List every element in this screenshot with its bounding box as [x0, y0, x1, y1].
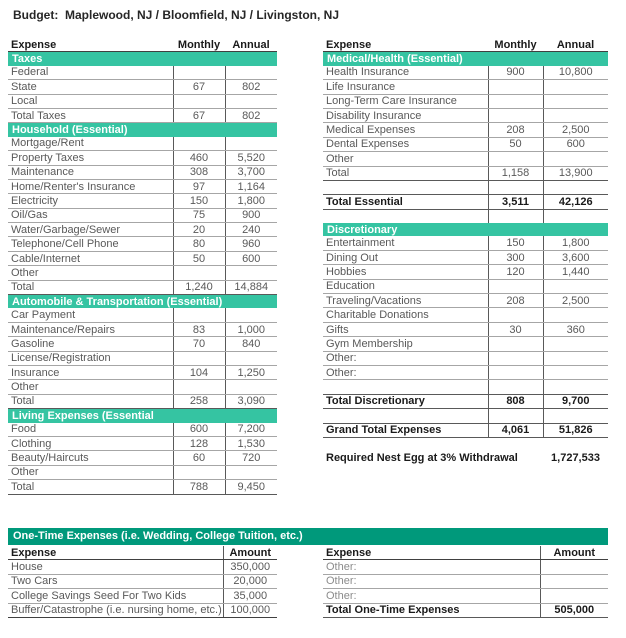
- table-row: [8, 546, 277, 560]
- monthly-cell: 208: [488, 123, 543, 137]
- expense-cell: Long-Term Care Insurance: [323, 94, 488, 108]
- monthly-cell: 50: [173, 251, 225, 265]
- annual-cell: [225, 66, 277, 80]
- annual-cell: 1,800: [225, 194, 277, 208]
- table-row: [323, 603, 608, 617]
- monthly-cell: [488, 380, 543, 394]
- monthly-cell: 120: [488, 265, 543, 279]
- table-row: [8, 38, 277, 52]
- section-title: Discretionary: [323, 223, 608, 236]
- expense-cell: Clothing: [8, 436, 173, 450]
- table-row: [8, 603, 277, 617]
- table-row: [8, 589, 277, 603]
- table-row: [323, 123, 608, 137]
- table-row: [323, 94, 608, 108]
- expense-cell: Other: [8, 380, 173, 394]
- expense-cell: Gifts: [323, 322, 488, 336]
- annual-cell: 1,530: [225, 436, 277, 450]
- table-row: [323, 589, 608, 603]
- expense-cell: [323, 409, 488, 423]
- monthly-cell: [488, 209, 543, 223]
- annual-cell: [225, 137, 277, 151]
- monthly-cell: 258: [173, 394, 225, 408]
- monthly-cell: 67: [173, 80, 225, 94]
- expense-cell: Car Payment: [8, 308, 173, 322]
- section-header-row: [8, 123, 277, 137]
- expense-cell: Mortgage/Rent: [8, 137, 173, 151]
- monthly-cell: 1,240: [173, 280, 225, 294]
- annual-cell: 600: [543, 137, 608, 151]
- annual-cell: [543, 80, 608, 94]
- monthly-cell: [488, 94, 543, 108]
- table-row: [323, 279, 608, 293]
- table-row: [8, 560, 277, 574]
- expense-cell: Two Cars: [8, 574, 223, 588]
- annual-cell: 3,700: [225, 165, 277, 179]
- annual-cell: 9,700: [543, 394, 608, 408]
- monthly-cell: [173, 380, 225, 394]
- monthly-cell: 600: [173, 423, 225, 437]
- monthly-cell: [488, 279, 543, 293]
- section-header-row: [8, 409, 277, 423]
- expense-table-left: [8, 38, 277, 495]
- table-row: [323, 380, 608, 394]
- amount-cell: [540, 574, 608, 588]
- table-row: [8, 280, 277, 294]
- monthly-cell: [488, 337, 543, 351]
- annual-cell: [225, 351, 277, 365]
- expense-cell: Health Insurance: [323, 66, 488, 80]
- table-row: [8, 194, 277, 208]
- table-row: [8, 208, 277, 222]
- expense-cell: Disability Insurance: [323, 108, 488, 122]
- annual-cell: 3,600: [543, 250, 608, 264]
- table-row: [8, 351, 277, 365]
- table-row: [323, 137, 608, 151]
- monthly-cell: [488, 437, 543, 451]
- monthly-cell: [488, 180, 543, 194]
- table-row: [8, 436, 277, 450]
- expense-cell: Total Taxes: [8, 108, 173, 122]
- annual-cell: [543, 365, 608, 379]
- expense-cell: Maintenance: [8, 165, 173, 179]
- expense-cell: Dining Out: [323, 250, 488, 264]
- amount-cell: 35,000: [223, 589, 277, 603]
- annual-cell: 13,900: [543, 166, 608, 180]
- expense-cell: Federal: [8, 66, 173, 80]
- expense-cell: Expense: [8, 546, 223, 560]
- monthly-cell: 308: [173, 165, 225, 179]
- monthly-cell: 300: [488, 250, 543, 264]
- table-row: [8, 165, 277, 179]
- expense-cell: Food: [8, 423, 173, 437]
- expense-cell: Required Nest Egg at 3% Withdrawal: [326, 452, 518, 465]
- expense-cell: Expense: [8, 38, 173, 52]
- annual-cell: 900: [225, 208, 277, 222]
- table-row: [323, 308, 608, 322]
- table-row: [323, 351, 608, 365]
- annual-cell: Annual: [225, 38, 277, 52]
- expense-cell: Other:: [323, 589, 540, 603]
- amount-cell: [540, 560, 608, 574]
- expense-cell: Education: [323, 279, 488, 293]
- amount-cell: Amount: [540, 546, 608, 560]
- annual-cell: 42,126: [543, 195, 608, 209]
- monthly-cell: 80: [173, 237, 225, 251]
- monthly-cell: 128: [173, 436, 225, 450]
- expense-cell: Oil/Gas: [8, 208, 173, 222]
- annual-cell: 802: [225, 80, 277, 94]
- annual-cell: [225, 465, 277, 479]
- expense-cell: Other:: [323, 560, 540, 574]
- annual-cell: 7,200: [225, 423, 277, 437]
- expense-cell: State: [8, 80, 173, 94]
- monthly-cell: 104: [173, 365, 225, 379]
- monthly-cell: 1,158: [488, 166, 543, 180]
- expense-cell: House: [8, 560, 223, 574]
- monthly-cell: 60: [173, 451, 225, 465]
- table-row: [8, 108, 277, 122]
- expense-cell: Medical Expenses: [323, 123, 488, 137]
- monthly-cell: 70: [173, 337, 225, 351]
- amount-cell: 350,000: [223, 560, 277, 574]
- table-row: [8, 465, 277, 479]
- monthly-cell: Monthly: [488, 38, 543, 52]
- expense-cell: Expense: [323, 546, 540, 560]
- expense-cell: Other:: [323, 574, 540, 588]
- annual-cell: [543, 337, 608, 351]
- monthly-cell: 4,061: [488, 423, 543, 437]
- table-row: [8, 451, 277, 465]
- expense-cell: Other: [8, 266, 173, 280]
- monthly-cell: 20: [173, 223, 225, 237]
- table-row: [8, 322, 277, 336]
- annual-cell: 1,164: [225, 179, 277, 193]
- section-title: Taxes: [8, 52, 277, 66]
- expense-cell: Gym Membership: [323, 337, 488, 351]
- monthly-cell: [173, 266, 225, 280]
- section-title: Living Expenses (Essential: [8, 409, 277, 423]
- table-row: [8, 480, 277, 494]
- annual-cell: 840: [225, 337, 277, 351]
- annual-cell: [543, 380, 608, 394]
- annual-cell: 240: [225, 223, 277, 237]
- expense-cell: [323, 180, 488, 194]
- table-row: [323, 437, 608, 451]
- table-row: [8, 574, 277, 588]
- expense-cell: Total Essential: [323, 195, 488, 209]
- expense-cell: Charitable Donations: [323, 308, 488, 322]
- table-row: [323, 322, 608, 336]
- expense-cell: Total Discretionary: [323, 394, 488, 408]
- expense-cell: College Savings Seed For Two Kids: [8, 589, 223, 603]
- monthly-cell: [488, 308, 543, 322]
- annual-cell: 10,800: [543, 66, 608, 80]
- table-row: [323, 236, 608, 250]
- monthly-cell: [173, 308, 225, 322]
- expense-cell: Expense: [323, 38, 488, 52]
- monthly-cell: 50: [488, 137, 543, 151]
- section-title: Automobile & Transportation (Essential): [8, 295, 277, 309]
- annual-cell: 14,884: [225, 280, 277, 294]
- one-time-table-right-column: [323, 546, 608, 618]
- table-row: [323, 423, 608, 437]
- annual-cell: [543, 351, 608, 365]
- expense-cell: Water/Garbage/Sewer: [8, 223, 173, 237]
- table-row: [8, 380, 277, 394]
- one-time-table-right: [323, 546, 608, 618]
- expense-cell: Grand Total Expenses: [323, 423, 488, 437]
- monthly-cell: [488, 108, 543, 122]
- table-row: [8, 66, 277, 80]
- page-title: Budget: Maplewood, NJ / Bloomfield, NJ / Livingston, NJ: [13, 8, 340, 22]
- annual-cell: [543, 308, 608, 322]
- left-column: [8, 38, 277, 495]
- annual-cell: [543, 279, 608, 293]
- table-row: [8, 394, 277, 408]
- expense-cell: [323, 380, 488, 394]
- table-row: [323, 546, 608, 560]
- table-row: [323, 337, 608, 351]
- annual-cell: [543, 94, 608, 108]
- monthly-cell: 208: [488, 294, 543, 308]
- table-row: [323, 209, 608, 223]
- amount-cell: [540, 589, 608, 603]
- table-row: [8, 251, 277, 265]
- expense-cell: License/Registration: [8, 351, 173, 365]
- annual-cell: 802: [225, 108, 277, 122]
- one-time-left-column: [8, 546, 277, 618]
- amount-cell: Amount: [223, 546, 277, 560]
- monthly-cell: [488, 409, 543, 423]
- monthly-cell: [173, 351, 225, 365]
- table-row: [8, 237, 277, 251]
- annual-cell: 3,090: [225, 394, 277, 408]
- section-title: Medical/Health (Essential): [323, 52, 608, 66]
- one-time-table-left: [8, 546, 277, 618]
- table-row: [8, 179, 277, 193]
- expense-cell: Insurance: [8, 365, 173, 379]
- annual-cell: 51,826: [543, 423, 608, 437]
- expense-cell: Dental Expenses: [323, 137, 488, 151]
- table-row: [323, 265, 608, 279]
- annual-cell: 720: [225, 451, 277, 465]
- expense-cell: Entertainment: [323, 236, 488, 250]
- table-row: [323, 574, 608, 588]
- right-column: [323, 38, 608, 465]
- monthly-cell: [488, 351, 543, 365]
- expense-cell: Telephone/Cell Phone: [8, 237, 173, 251]
- table-row: [8, 266, 277, 280]
- expense-cell: Other:: [323, 351, 488, 365]
- table-row: [323, 152, 608, 166]
- monthly-cell: [488, 365, 543, 379]
- expense-cell: Total One-Time Expenses: [323, 603, 540, 617]
- monthly-cell: [488, 152, 543, 166]
- expense-cell: Cable/Internet: [8, 251, 173, 265]
- annual-cell: 1,000: [225, 322, 277, 336]
- expense-cell: Property Taxes: [8, 151, 173, 165]
- monthly-cell: 460: [173, 151, 225, 165]
- table-row: [323, 365, 608, 379]
- monthly-cell: [173, 137, 225, 151]
- section-header-row: [323, 52, 608, 66]
- table-row: [8, 137, 277, 151]
- annual-cell: 9,450: [225, 480, 277, 494]
- monthly-cell: 30: [488, 322, 543, 336]
- expense-cell: Maintenance/Repairs: [8, 322, 173, 336]
- expense-cell: Total: [8, 280, 173, 294]
- table-row: [323, 451, 608, 464]
- table-row: [323, 409, 608, 423]
- table-row: [323, 394, 608, 408]
- table-row: [323, 294, 608, 308]
- expense-cell: Life Insurance: [323, 80, 488, 94]
- annual-cell: 1,800: [543, 236, 608, 250]
- annual-cell: 360: [543, 322, 608, 336]
- table-row: [8, 80, 277, 94]
- monthly-cell: 150: [488, 236, 543, 250]
- expense-cell: Other: [8, 465, 173, 479]
- annual-cell: 1,440: [543, 265, 608, 279]
- table-row: [8, 423, 277, 437]
- expense-cell: Buffer/Catastrophe (i.e. nursing home, etc.): [8, 603, 223, 617]
- monthly-cell: [173, 66, 225, 80]
- annual-cell: 5,520: [225, 151, 277, 165]
- annual-cell: 600: [225, 251, 277, 265]
- monthly-cell: 75: [173, 208, 225, 222]
- table-row: [323, 80, 608, 94]
- table-row: [8, 94, 277, 108]
- expense-cell: [323, 437, 488, 451]
- table-row: [323, 38, 608, 52]
- annual-cell: [543, 108, 608, 122]
- expense-cell: Total: [8, 480, 173, 494]
- monthly-cell: 788: [173, 480, 225, 494]
- annual-cell: [543, 409, 608, 423]
- annual-cell: [543, 437, 608, 451]
- annual-cell: 2,500: [543, 294, 608, 308]
- monthly-cell: [173, 94, 225, 108]
- expense-cell: Total: [8, 394, 173, 408]
- table-row: [323, 195, 608, 209]
- table-row: [8, 337, 277, 351]
- expense-cell: Other: [323, 152, 488, 166]
- monthly-cell: 3,511: [488, 195, 543, 209]
- expense-table-right: [323, 38, 608, 465]
- expense-cell: Total: [323, 166, 488, 180]
- expense-cell: Home/Renter's Insurance: [8, 179, 173, 193]
- one-time-banner: One-Time Expenses (i.e. Wedding, College Tuition, etc.): [8, 528, 608, 545]
- annual-cell: 960: [225, 237, 277, 251]
- monthly-cell: 83: [173, 322, 225, 336]
- annual-cell: [543, 209, 608, 223]
- table-row: [323, 250, 608, 264]
- annual-cell: 1,727,533: [551, 452, 600, 465]
- monthly-cell: 67: [173, 108, 225, 122]
- table-row: [8, 308, 277, 322]
- amount-cell: 505,000: [540, 603, 608, 617]
- expense-cell: Beauty/Haircuts: [8, 451, 173, 465]
- expense-cell: Traveling/Vacations: [323, 294, 488, 308]
- monthly-cell: [173, 465, 225, 479]
- expense-cell: [323, 209, 488, 223]
- annual-cell: [225, 266, 277, 280]
- section-title: Household (Essential): [8, 123, 277, 137]
- monthly-cell: [488, 80, 543, 94]
- section-header-row: [8, 295, 277, 309]
- expense-cell: Local: [8, 94, 173, 108]
- monthly-cell: 97: [173, 179, 225, 193]
- monthly-cell: Monthly: [173, 38, 225, 52]
- expense-cell: Gasoline: [8, 337, 173, 351]
- annual-cell: [225, 94, 277, 108]
- annual-cell: 2,500: [543, 123, 608, 137]
- section-header-row: [8, 52, 277, 66]
- annual-cell: [543, 180, 608, 194]
- annual-cell: [543, 152, 608, 166]
- table-row: [323, 560, 608, 574]
- table-row: [323, 108, 608, 122]
- amount-cell: 100,000: [223, 603, 277, 617]
- expense-cell: Hobbies: [323, 265, 488, 279]
- table-row: [323, 66, 608, 80]
- table-row: [323, 180, 608, 194]
- table-row: [8, 223, 277, 237]
- table-row: [8, 365, 277, 379]
- monthly-cell: 900: [488, 66, 543, 80]
- amount-cell: 20,000: [223, 574, 277, 588]
- annual-cell: [225, 308, 277, 322]
- table-row: [8, 151, 277, 165]
- monthly-cell: 808: [488, 394, 543, 408]
- expense-cell: Electricity: [8, 194, 173, 208]
- annual-cell: 1,250: [225, 365, 277, 379]
- annual-cell: Annual: [543, 38, 608, 52]
- expense-cell: Other:: [323, 365, 488, 379]
- table-row: [323, 166, 608, 180]
- annual-cell: [225, 380, 277, 394]
- section-header-row: [323, 223, 608, 236]
- monthly-cell: 150: [173, 194, 225, 208]
